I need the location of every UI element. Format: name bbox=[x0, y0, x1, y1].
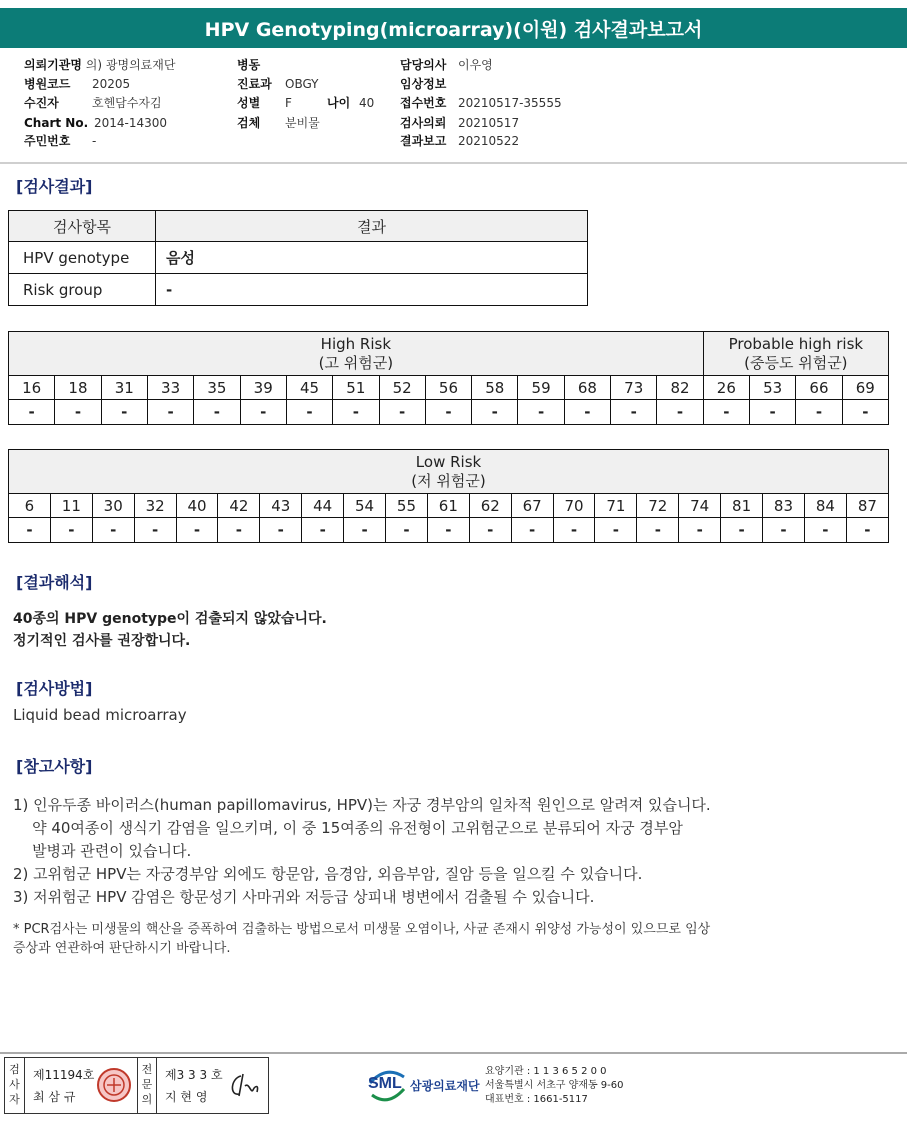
age-label: 나이 bbox=[327, 96, 351, 110]
interpretation-line1-b: HPV genotype bbox=[64, 611, 177, 627]
genotype-result: - bbox=[472, 400, 518, 425]
pcr-note-line2: 증상과 연관하여 판단하시기 바랍니다. bbox=[13, 941, 231, 956]
sex-label: 성별 bbox=[237, 96, 261, 110]
examiner-vertical-label bbox=[5, 1058, 25, 1113]
genotype-cell: 55 bbox=[386, 494, 428, 518]
reference-list bbox=[13, 794, 711, 909]
genotype-cell: 53 bbox=[750, 376, 796, 400]
genotype-cell: 84 bbox=[804, 494, 846, 518]
table-row bbox=[9, 274, 588, 306]
genotype-cell: 35 bbox=[194, 376, 240, 400]
patient-value: 호헨담수자김 bbox=[92, 96, 162, 110]
probable-risk-header bbox=[703, 332, 888, 376]
v-char: 검 bbox=[9, 1063, 20, 1076]
interpretation-line2: 정기적인 검사를 권장합니다. bbox=[13, 633, 191, 649]
genotype-result: - bbox=[134, 518, 176, 543]
genotype-cell: 43 bbox=[260, 494, 302, 518]
low-risk-header bbox=[9, 450, 889, 494]
reference-line: 1) 인유두종 바이러스(human papillomavirus, HPV)는 자궁 경부암의 일차적 원인으로 알려져 있습니다. bbox=[13, 796, 711, 814]
genotype-result: - bbox=[804, 518, 846, 543]
v-char: 전 bbox=[141, 1063, 153, 1076]
genotype-result: - bbox=[240, 400, 286, 425]
genotype-result: - bbox=[333, 400, 379, 425]
genotype-result: - bbox=[721, 518, 763, 543]
genotype-result: - bbox=[425, 400, 471, 425]
report-label: 결과보고 bbox=[400, 134, 447, 148]
genotype-result: - bbox=[518, 400, 564, 425]
genotype-cell: 6 bbox=[9, 494, 51, 518]
signature-icon bbox=[225, 1068, 263, 1102]
genotype-result: - bbox=[379, 400, 425, 425]
genotype-cell: 16 bbox=[9, 376, 55, 400]
chart-value: 2014-14300 bbox=[94, 116, 168, 130]
code-value: 20205 bbox=[92, 77, 131, 91]
genotype-cell: 72 bbox=[637, 494, 679, 518]
method-text: Liquid bead microarray bbox=[13, 706, 187, 724]
genotype-cell: 56 bbox=[425, 376, 471, 400]
doctor-label: 담당의사 bbox=[400, 58, 447, 72]
v-char: 사 bbox=[9, 1078, 20, 1091]
genotype-cell: 18 bbox=[55, 376, 101, 400]
genotype-result: - bbox=[846, 518, 888, 543]
low-risk-title: Low Risk bbox=[415, 452, 482, 471]
age-value: 40 bbox=[359, 96, 375, 110]
genotype-cell: 40 bbox=[176, 494, 218, 518]
report-title: HPV Genotyping(microarray)(이원) 검사결과보고서 bbox=[0, 8, 907, 48]
genotype-result: - bbox=[427, 518, 469, 543]
dept-label: 진료과 bbox=[237, 77, 272, 91]
genotype-result: - bbox=[55, 400, 101, 425]
reference-line: 3) 저위험군 HPV 감염은 항문성기 사마귀와 저등급 상피내 병변에서 검출될 수 있습니다. bbox=[13, 888, 595, 906]
genotype-result: - bbox=[611, 400, 657, 425]
ward-label: 병동 bbox=[237, 58, 261, 72]
sex-value: F bbox=[285, 96, 292, 110]
org-address bbox=[485, 1065, 624, 1107]
genotype-cell: 59 bbox=[518, 376, 564, 400]
resident-value: - bbox=[92, 134, 97, 148]
patient-label: 수진자 bbox=[24, 96, 59, 110]
pcr-note bbox=[13, 920, 710, 958]
genotype-cell: 44 bbox=[302, 494, 344, 518]
section-result-heading: [검사결과] bbox=[16, 177, 93, 196]
genotype-cell: 69 bbox=[842, 376, 888, 400]
genotype-result: - bbox=[595, 518, 637, 543]
genotype-cell: 11 bbox=[50, 494, 92, 518]
result-value: - bbox=[156, 274, 588, 306]
genotype-result: - bbox=[286, 400, 332, 425]
genotype-result: - bbox=[176, 518, 218, 543]
chart-label: Chart No. bbox=[24, 116, 89, 130]
genotype-result: - bbox=[750, 400, 796, 425]
genotype-result: - bbox=[101, 400, 147, 425]
section-reference-heading: [참고사항] bbox=[16, 757, 93, 776]
resident-label: 주민번호 bbox=[24, 134, 71, 148]
genotype-cell: 67 bbox=[511, 494, 553, 518]
v-char: 의 bbox=[141, 1093, 153, 1106]
result-item: HPV genotype bbox=[9, 242, 156, 274]
genotype-result: - bbox=[9, 518, 51, 543]
signature-box bbox=[4, 1057, 269, 1114]
genotype-result: - bbox=[147, 400, 193, 425]
genotype-result: - bbox=[679, 518, 721, 543]
table-row bbox=[9, 242, 588, 274]
examiner-name: 최 삼 규 bbox=[33, 1090, 76, 1104]
genotype-cell: 31 bbox=[101, 376, 147, 400]
genotype-result: - bbox=[469, 518, 511, 543]
genotype-result: - bbox=[260, 518, 302, 543]
genotype-cell: 32 bbox=[134, 494, 176, 518]
genotype-cell: 71 bbox=[595, 494, 637, 518]
genotype-cell: 39 bbox=[240, 376, 286, 400]
genotype-result: - bbox=[637, 518, 679, 543]
genotype-result: - bbox=[657, 400, 703, 425]
low-risk-table bbox=[8, 449, 889, 543]
report-value: 20210522 bbox=[458, 134, 520, 148]
request-value: 20210517 bbox=[458, 116, 520, 130]
section-method-heading: [검사방법] bbox=[16, 679, 93, 698]
result-header-item: 검사항목 bbox=[9, 211, 156, 242]
reference-line: 발병과 관련이 있습니다. bbox=[13, 842, 192, 860]
reference-line: 2) 고위험군 HPV는 자궁경부암 외에도 항문암, 음경암, 외음부암, 질암 등을 일으킬 수 있습니다. bbox=[13, 865, 643, 883]
examiner-license: 제11194호 bbox=[33, 1068, 95, 1082]
genotype-cell: 66 bbox=[796, 376, 842, 400]
genotype-cell: 73 bbox=[611, 376, 657, 400]
seal-icon bbox=[95, 1066, 133, 1104]
genotype-result: - bbox=[302, 518, 344, 543]
high-risk-table bbox=[8, 331, 889, 425]
org-phone: 대표번호 : 1661-5117 bbox=[485, 1094, 588, 1105]
genotype-cell: 58 bbox=[472, 376, 518, 400]
genotype-cell: 82 bbox=[657, 376, 703, 400]
genotype-result: - bbox=[386, 518, 428, 543]
genotype-result: - bbox=[703, 400, 749, 425]
specialist-name: 지 현 영 bbox=[165, 1090, 208, 1104]
divider bbox=[0, 162, 907, 164]
genotype-result: - bbox=[92, 518, 134, 543]
genotype-cell: 54 bbox=[344, 494, 386, 518]
genotype-cell: 70 bbox=[553, 494, 595, 518]
genotype-result: - bbox=[842, 400, 888, 425]
genotype-cell: 62 bbox=[469, 494, 511, 518]
genotype-cell: 61 bbox=[427, 494, 469, 518]
specimen-value: 분비물 bbox=[285, 116, 320, 130]
low-risk-subtitle: (저 위험군) bbox=[411, 471, 486, 490]
result-value: 음성 bbox=[156, 242, 588, 274]
receipt-label: 접수번호 bbox=[400, 96, 447, 110]
logo-text: SML bbox=[368, 1075, 402, 1092]
doctor-value: 이우영 bbox=[458, 58, 493, 72]
genotype-result: - bbox=[511, 518, 553, 543]
specimen-label: 검체 bbox=[237, 116, 261, 130]
genotype-result: - bbox=[344, 518, 386, 543]
reference-line: 약 40여종이 생식기 감염을 일으키며, 이 중 15여종의 유전형이 고위험군으로 분류되어 자궁 경부암 bbox=[13, 819, 683, 837]
result-item: Risk group bbox=[9, 274, 156, 306]
genotype-result: - bbox=[9, 400, 55, 425]
interpretation-line1-c: 이 검출되지 않았습니다. bbox=[176, 611, 327, 627]
genotype-cell: 81 bbox=[721, 494, 763, 518]
probable-risk-subtitle: (중등도 위험군) bbox=[744, 353, 848, 372]
genotype-cell: 83 bbox=[763, 494, 805, 518]
specialist-license: 제3 3 3 호 bbox=[165, 1068, 223, 1082]
high-risk-title: High Risk bbox=[320, 334, 392, 353]
interpretation-line1-a: 40종의 bbox=[13, 611, 65, 627]
v-char: 자 bbox=[9, 1093, 20, 1106]
genotype-cell: 74 bbox=[679, 494, 721, 518]
request-label: 검사의뢰 bbox=[400, 116, 447, 130]
code-label: 병원코드 bbox=[24, 77, 71, 91]
genotype-result: - bbox=[50, 518, 92, 543]
genotype-result: - bbox=[796, 400, 842, 425]
pcr-note-line1: * PCR검사는 미생물의 핵산을 증폭하여 검출하는 방법으로서 미생물 오염이나, 사균 존재시 위양성 가능성이 있으므로 임상 bbox=[13, 922, 711, 937]
v-char: 문 bbox=[141, 1078, 153, 1091]
genotype-cell: 42 bbox=[218, 494, 260, 518]
genotype-result: - bbox=[763, 518, 805, 543]
org-name: 삼광의료재단 bbox=[410, 1079, 480, 1093]
interpretation-text bbox=[13, 608, 327, 652]
result-header-result: 결과 bbox=[156, 211, 588, 242]
genotype-result: - bbox=[218, 518, 260, 543]
org-code: 요양기관 : 1 1 3 6 5 2 0 0 bbox=[485, 1066, 607, 1077]
specialist-vertical-label bbox=[137, 1058, 157, 1113]
genotype-result: - bbox=[564, 400, 610, 425]
receipt-value: 20210517-35555 bbox=[458, 96, 562, 110]
high-risk-subtitle: (고 위험군) bbox=[318, 353, 394, 372]
dept-value: OBGY bbox=[285, 77, 319, 91]
hospital-label: 의뢰기관명 bbox=[24, 58, 82, 72]
section-interpretation-heading: [결과해석] bbox=[16, 573, 93, 592]
genotype-result: - bbox=[553, 518, 595, 543]
high-risk-header bbox=[9, 332, 704, 376]
sml-logo-icon bbox=[366, 1063, 408, 1105]
genotype-cell: 68 bbox=[564, 376, 610, 400]
genotype-cell: 26 bbox=[703, 376, 749, 400]
genotype-cell: 51 bbox=[333, 376, 379, 400]
result-table bbox=[8, 210, 588, 306]
clinical-label: 임상정보 bbox=[400, 77, 447, 91]
genotype-cell: 45 bbox=[286, 376, 332, 400]
hospital-value: 의) 광명의료재단 bbox=[85, 58, 176, 72]
genotype-cell: 33 bbox=[147, 376, 193, 400]
org-location: 서울특별시 서초구 양재동 9-60 bbox=[485, 1080, 624, 1091]
probable-risk-title: Probable high risk bbox=[728, 334, 864, 353]
genotype-cell: 52 bbox=[379, 376, 425, 400]
genotype-result: - bbox=[194, 400, 240, 425]
genotype-cell: 30 bbox=[92, 494, 134, 518]
footer-divider bbox=[0, 1052, 907, 1054]
genotype-cell: 87 bbox=[846, 494, 888, 518]
